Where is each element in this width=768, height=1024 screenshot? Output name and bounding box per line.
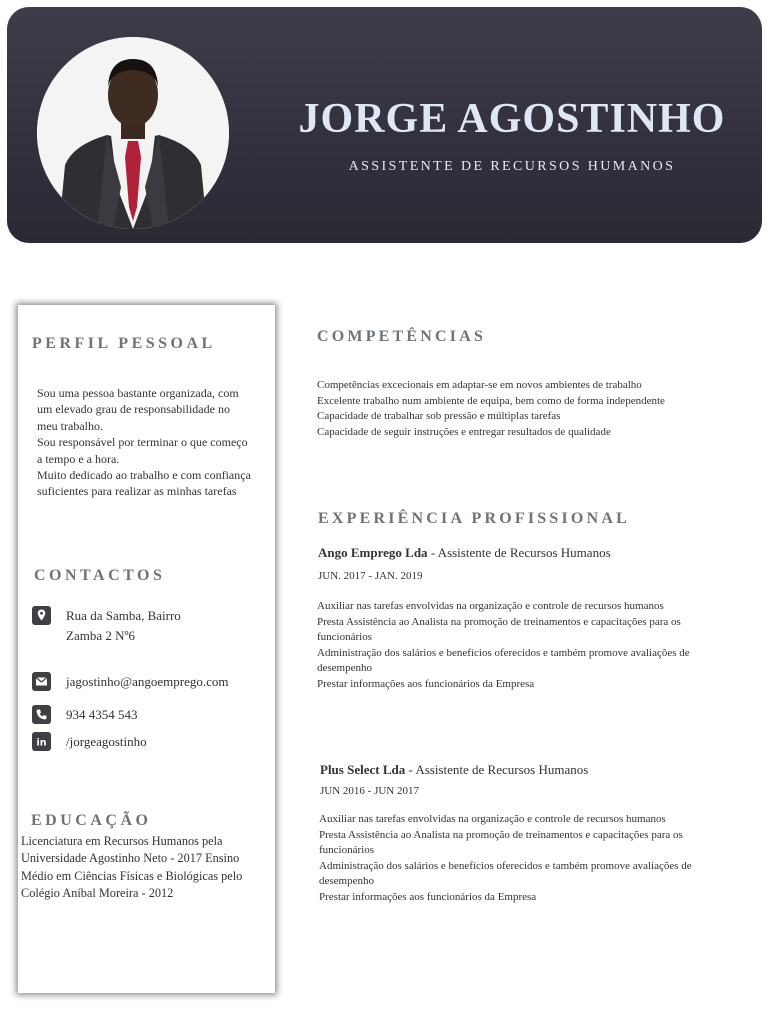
linkedin-handle[interactable]: /jorgeagostinho — [66, 734, 147, 749]
profile-line: Muito dedicado ao trabalho e com confiança suficientes para realizar as minhas tarefas — [37, 468, 251, 499]
profile-line: Sou uma pessoa bastante organizada, com um elevado grau de responsabilidade no meu trabalho. — [37, 386, 239, 433]
linkedin-icon — [32, 732, 51, 751]
job-dates: JUN 2016 - JUN 2017 — [320, 785, 419, 797]
portrait-image — [37, 37, 229, 229]
phone-number: 934 4354 543 — [66, 707, 138, 722]
skill-item: Capacidade de seguir instruções e entregar resultados de qualidade — [317, 425, 611, 438]
job-title: ASSISTENTE DE RECURSOS HUMANOS — [348, 159, 676, 174]
candidate-name: JORGE AGOSTINHO — [298, 96, 726, 142]
duty-item: Auxiliar nas tarefas envolvidas na organização e controle de recursos humanos — [317, 600, 664, 612]
job-title-line — [320, 762, 588, 778]
contact-email — [32, 672, 267, 692]
duty-item: Presta Assistência ao Analista na promoção de treinamentos e capacitações para os funcionários — [317, 615, 681, 644]
duty-item: Prestar informações aos funcionários da Empresa — [317, 677, 535, 690]
contact-linkedin — [32, 732, 267, 752]
job-company: Plus Select Lda — [320, 762, 406, 777]
skills-heading: COMPETÊNCIAS — [317, 328, 487, 345]
profile-heading: PERFIL PESSOAL — [32, 335, 216, 352]
profile-line: Sou responsável por terminar o que começo a tempo e a hora. — [37, 435, 248, 466]
duty-item: Auxiliar nas tarefas envolvidas na organização e controle de recursos humanos — [319, 813, 666, 825]
skill-item: Capacidade de trabalhar sob pressão e múltiplas tarefas — [317, 410, 561, 423]
phone-icon — [32, 705, 51, 724]
address-line-2: Zamba 2 Nº6 — [66, 628, 136, 643]
job-company: Ango Emprego Lda — [318, 545, 428, 560]
duty-item: Presta Assistência ao Analista na promoção de treinamentos e capacitações para os funcionários — [319, 828, 683, 857]
address-line-1: Rua da Samba, Bairro — [66, 608, 181, 623]
experience-heading: EXPERIÊNCIA PROFISSIONAL — [318, 510, 630, 527]
profile-photo — [37, 37, 229, 229]
duty-item: Administração dos salários e benefícios oferecidos e também promove avaliações de desempenho — [317, 646, 690, 675]
education-text: Licenciatura em Recursos Humanos pela Universidade Agostinho Neto - 2017 Ensino Médio em Ciências Físicas e Biológicas pelo Colégio Aníbal Moreira - 2012 — [21, 834, 243, 901]
contacts-heading: CONTACTOS — [34, 567, 166, 584]
header-banner — [7, 7, 762, 243]
contact-phone — [32, 705, 267, 725]
job-duties — [319, 812, 714, 906]
skill-item: Competências excecionais em adaptar-se em novos ambientes de trabalho — [317, 379, 642, 391]
job-role: - Assistente de Recursos Humanos — [405, 762, 589, 777]
email-icon — [32, 672, 51, 691]
email-address[interactable]: jagostinho@angoemprego.com — [66, 674, 229, 689]
job-duties — [317, 599, 712, 693]
svg-text:in: in — [36, 737, 47, 749]
location-icon — [32, 606, 51, 625]
job-dates: JUN. 2017 - JAN. 2019 — [318, 570, 423, 582]
contact-address — [32, 606, 267, 650]
education-heading: EDUCAÇÃO — [31, 812, 152, 829]
skill-item: Excelente trabalho num ambiente de equipa, bem como de forma independente — [317, 394, 665, 407]
job-title-line — [318, 545, 611, 561]
profile-text — [37, 385, 252, 500]
duty-item: Administração dos salários e benefícios oferecidos e também promove avaliações de desempenho — [319, 859, 692, 888]
duty-item: Prestar informações aos funcionários da Empresa — [319, 890, 537, 903]
skills-list — [317, 378, 717, 440]
sidebar-panel — [18, 305, 275, 993]
job-role: - Assistente de Recursos Humanos — [427, 545, 611, 560]
